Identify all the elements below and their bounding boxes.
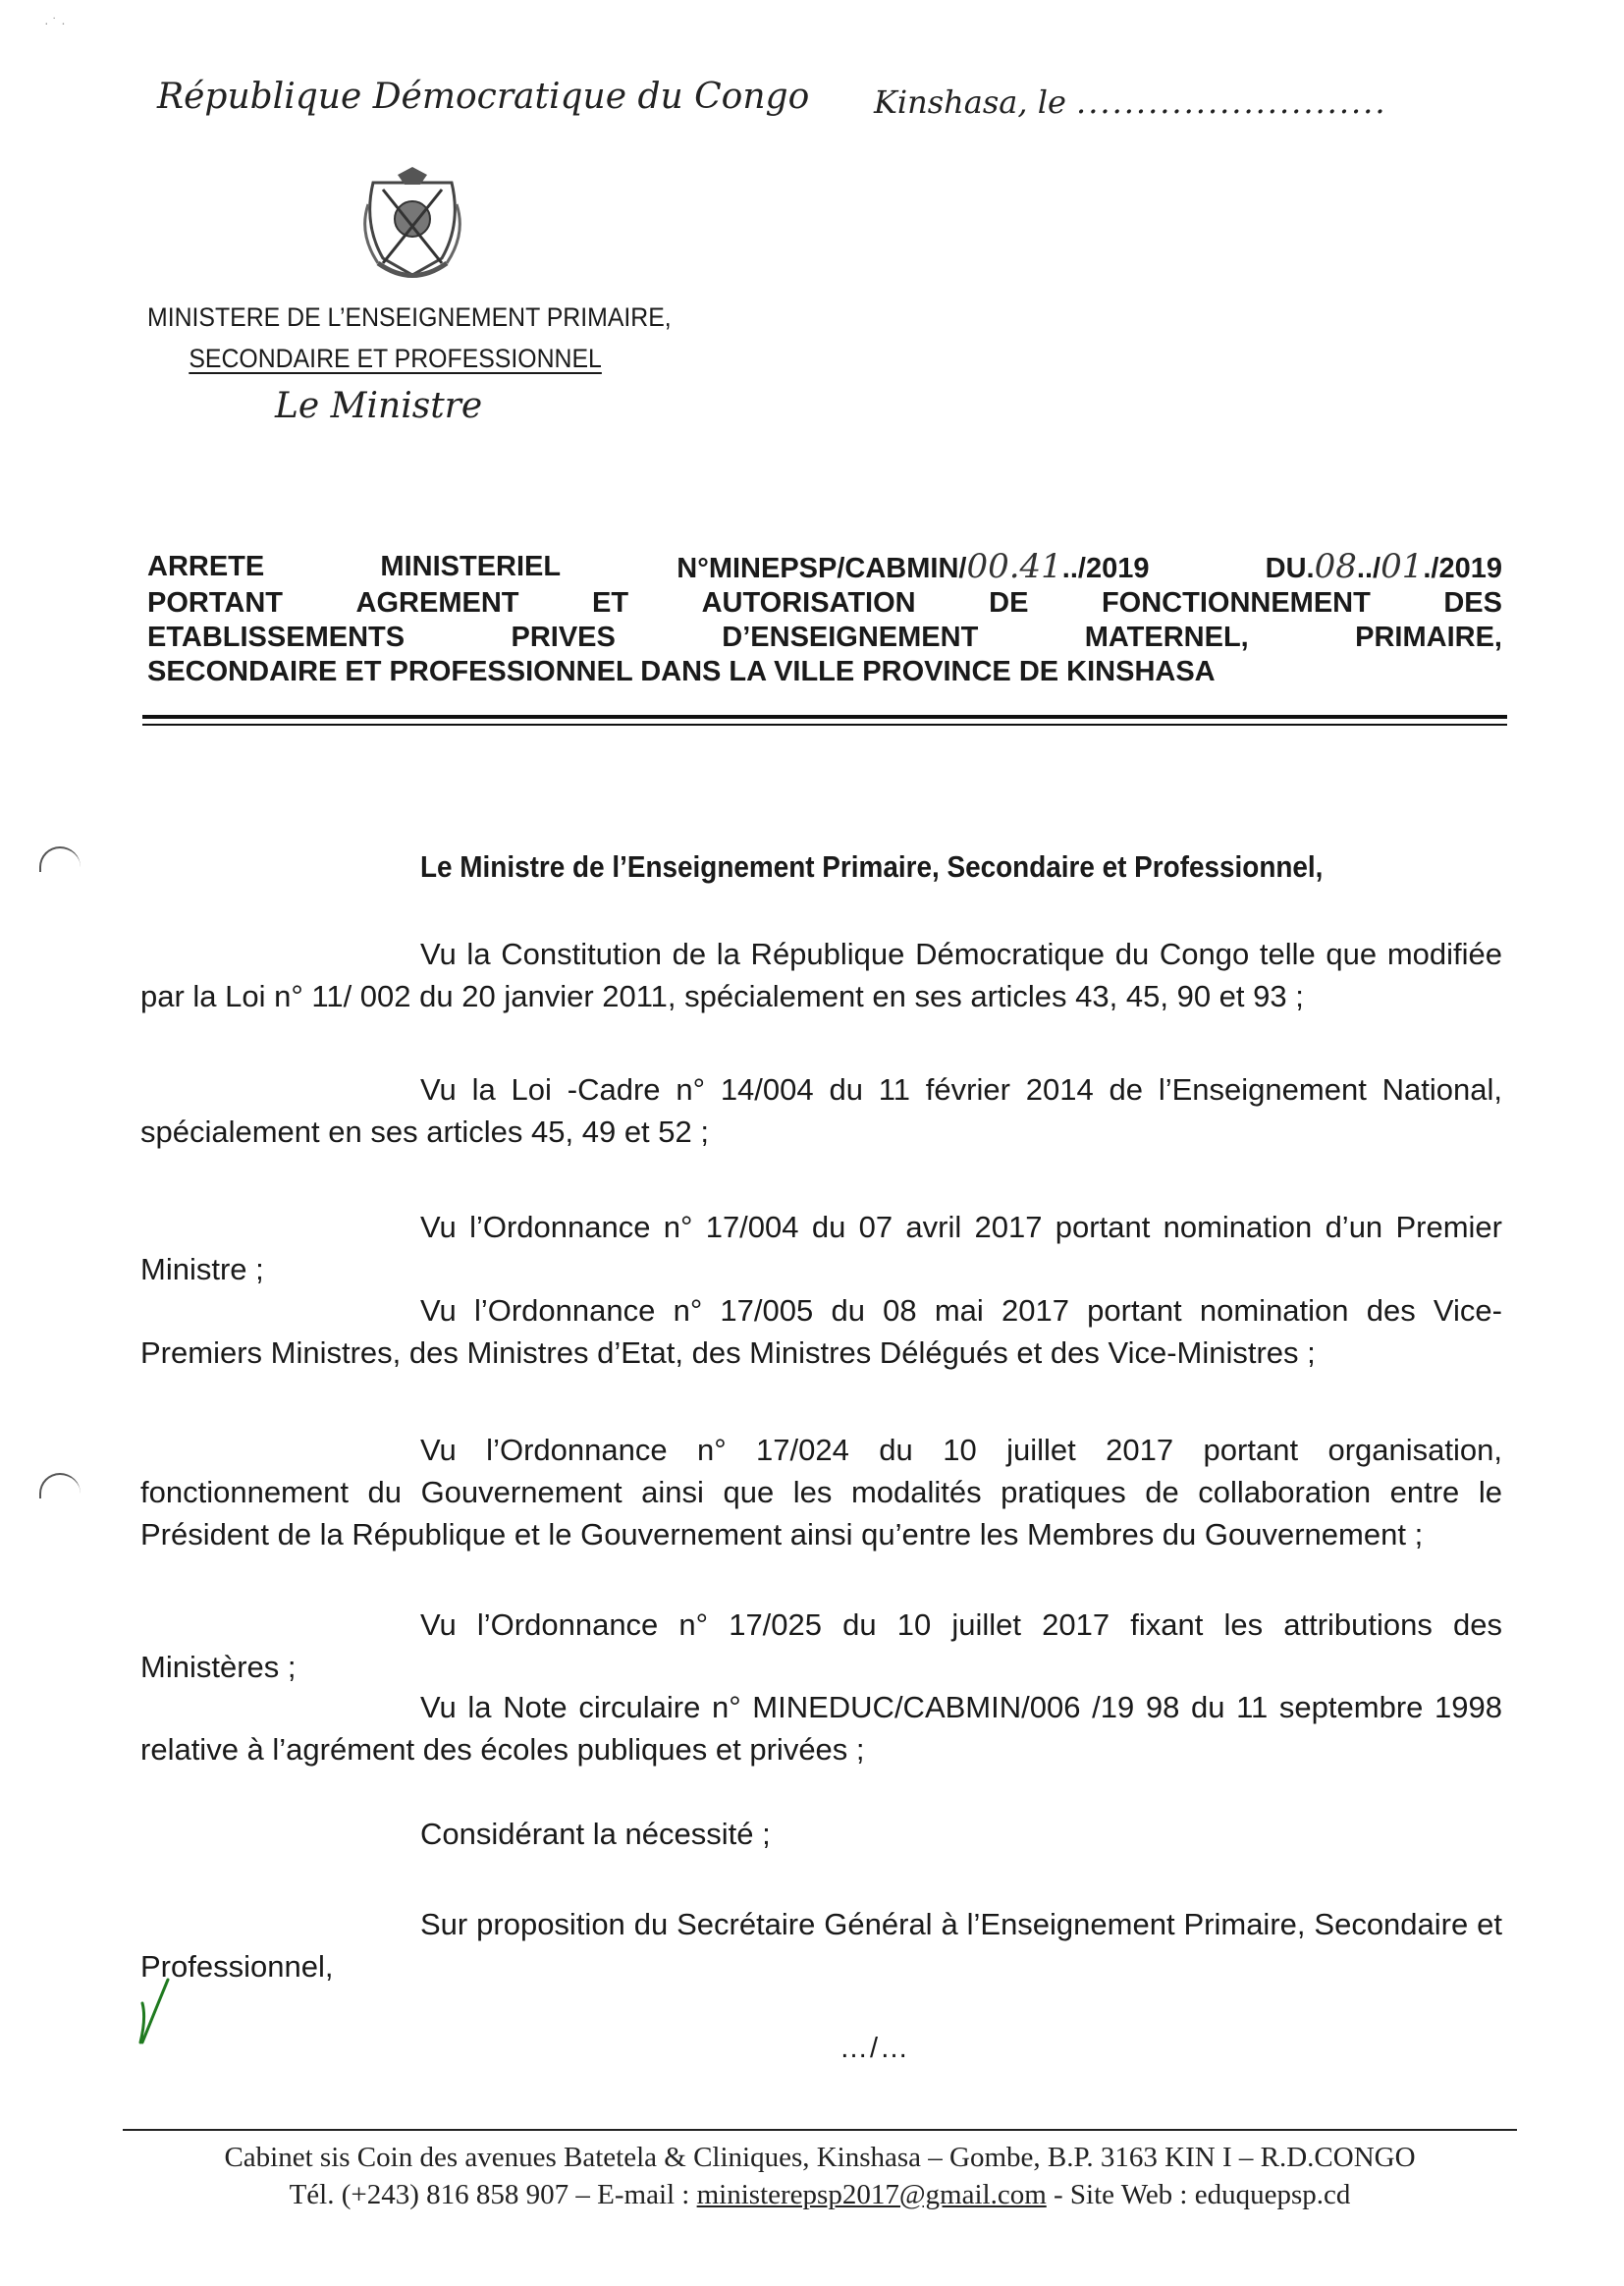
visa-ordonnance-17-024: [140, 1429, 1502, 1555]
page-continuation: …/…: [839, 2033, 911, 2064]
visa-ordonnance-17-025: [140, 1604, 1502, 1688]
title-word: ET: [592, 587, 629, 619]
title-word: PRIVES: [511, 622, 616, 653]
ministry-line-1: MINISTERE DE L’ENSEIGNEMENT PRIMAIRE,: [147, 302, 672, 332]
decree-date: [1265, 547, 1502, 586]
initial-checkmark-icon: [133, 1974, 172, 2047]
ministry-line-2: SECONDAIRE ET PROFESSIONNEL: [189, 344, 602, 373]
title-word-ministeriel: MINISTERIEL: [380, 551, 562, 582]
decree-date-suffix: ./2019: [1423, 553, 1502, 584]
title-double-rule-bottom: [142, 724, 1507, 726]
visa-loi-cadre: [140, 1068, 1502, 1153]
decree-number-prefix: N°MINEPSP/CABMIN/: [677, 553, 967, 584]
le-ministre-signature: Le Ministre: [275, 386, 483, 426]
footer-phone: Tél. (+243) 816 858 907 – E-mail :: [289, 2179, 697, 2210]
title-word: MATERNEL,: [1084, 622, 1249, 653]
title-word: DES: [1443, 587, 1502, 619]
paragraph: Vu la Constitution de la République Démocratique du Congo telle que modifiée par la Loi n° 11/ 002 du 20 janvier 2011, spécialement en ses articles 43, 45, 90 et 93 ;: [140, 937, 1502, 1013]
decree-month-handwritten: 01: [1380, 547, 1424, 586]
paragraph: Vu l’Ordonnance n° 17/025 du 10 juillet 2017 fixant les attributions des Ministères ;: [140, 1607, 1502, 1684]
scan-speck: · ˙ ·: [44, 15, 66, 30]
footer-address: Cabinet sis Coin des avenues Batetela & Cliniques, Kinshasa – Gombe, B.P. 3163 KIN I – R.D.CONGO: [224, 2142, 1416, 2173]
visa-ordonnance-17-005: [140, 1289, 1502, 1374]
title-line-3: [147, 621, 1502, 655]
paragraph: Vu l’Ordonnance n° 17/005 du 08 mai 2017 portant nomination des Vice-Premiers Ministres, des Ministres d’Etat, des Ministres Délégués et des Vice-Ministres ;: [140, 1293, 1502, 1370]
decree-date-prefix: DU.: [1265, 553, 1315, 584]
visa-constitution: [140, 933, 1502, 1017]
title-word: PORTANT: [147, 587, 284, 619]
punch-hole-mark: [39, 1473, 81, 1498]
republic-heading: République Démocratique du Congo: [157, 77, 810, 117]
decree-date-sep: ../: [1356, 553, 1381, 584]
preamble-heading: Le Ministre de l’Enseignement Primaire, Secondaire et Professionnel,: [420, 849, 1324, 884]
decree-day-handwritten: 08: [1314, 547, 1357, 586]
paragraph: Sur proposition du Secrétaire Général à l’Enseignement Primaire, Secondaire et Professionnel,: [140, 1907, 1502, 1984]
decree-number-suffix: ../2019: [1061, 553, 1150, 584]
footer-website: - Site Web : eduquepsp.cd: [1046, 2179, 1351, 2210]
visa-ordonnance-17-004: [140, 1206, 1502, 1290]
place-date-label: Kinshasa, le: [874, 83, 1066, 121]
title-line-1: [147, 547, 1502, 586]
visa-note-circulaire: [140, 1686, 1502, 1770]
title-word: ETABLISSEMENTS: [147, 622, 406, 653]
paragraph: Vu l’Ordonnance n° 17/004 du 07 avril 2017 portant nomination d’un Premier Ministre ;: [140, 1210, 1502, 1286]
considerant: [140, 1813, 1502, 1855]
footer-email-link[interactable]: ministerepsp2017@gmail.com: [696, 2179, 1047, 2210]
coat-of-arms-emblem: [353, 165, 471, 288]
place-date: [874, 83, 1387, 121]
paragraph: Vu la Loi -Cadre n° 14/004 du 11 février 2014 de l’Enseignement National, spécialement en ses articles 45, 49 et 52 ;: [140, 1072, 1502, 1149]
title-word: PRIMAIRE,: [1355, 622, 1502, 653]
sur-proposition: [140, 1903, 1502, 1987]
paragraph: Considérant la nécessité ;: [420, 1817, 771, 1851]
title-word-arrete: ARRETE: [147, 551, 265, 582]
decree-number: [677, 547, 1150, 586]
paragraph: Vu la Note circulaire n° MINEDUC/CABMIN/006 /19 98 du 11 septembre 1998 relative à l’agrément des écoles publiques et privées ;: [140, 1690, 1502, 1767]
title-double-rule-top: [142, 715, 1507, 719]
title-line-2: [147, 586, 1502, 621]
footer: [123, 2139, 1517, 2213]
title-line-4: [147, 655, 1502, 689]
decree-number-handwritten: 00.41: [966, 547, 1062, 586]
punch-hole-mark: [39, 846, 81, 872]
title-word: AUTORISATION: [701, 587, 916, 619]
title-word: FONCTIONNEMENT: [1101, 587, 1371, 619]
title-word: D’ENSEIGNEMENT: [722, 622, 979, 653]
title-word: AGREMENT: [355, 587, 519, 619]
decree-title: [147, 547, 1502, 689]
title-word: DE: [989, 587, 1029, 619]
ministry-block: [147, 297, 672, 379]
paragraph: Vu l’Ordonnance n° 17/024 du 10 juillet 2017 portant organisation, fonctionnement du Gouvernement ainsi que les modalités pratiques de collaboration entre le Président de la République et le Gouvernement ainsi qu’entre les Membres du Gouvernement ;: [140, 1433, 1502, 1551]
place-date-dots: ..........................: [1076, 83, 1387, 121]
footer-contact: [123, 2176, 1517, 2213]
title-line-4-text: SECONDAIRE ET PROFESSIONNEL DANS LA VILLE PROVINCE DE KINSHASA: [147, 656, 1216, 687]
footer-rule: [123, 2129, 1517, 2131]
